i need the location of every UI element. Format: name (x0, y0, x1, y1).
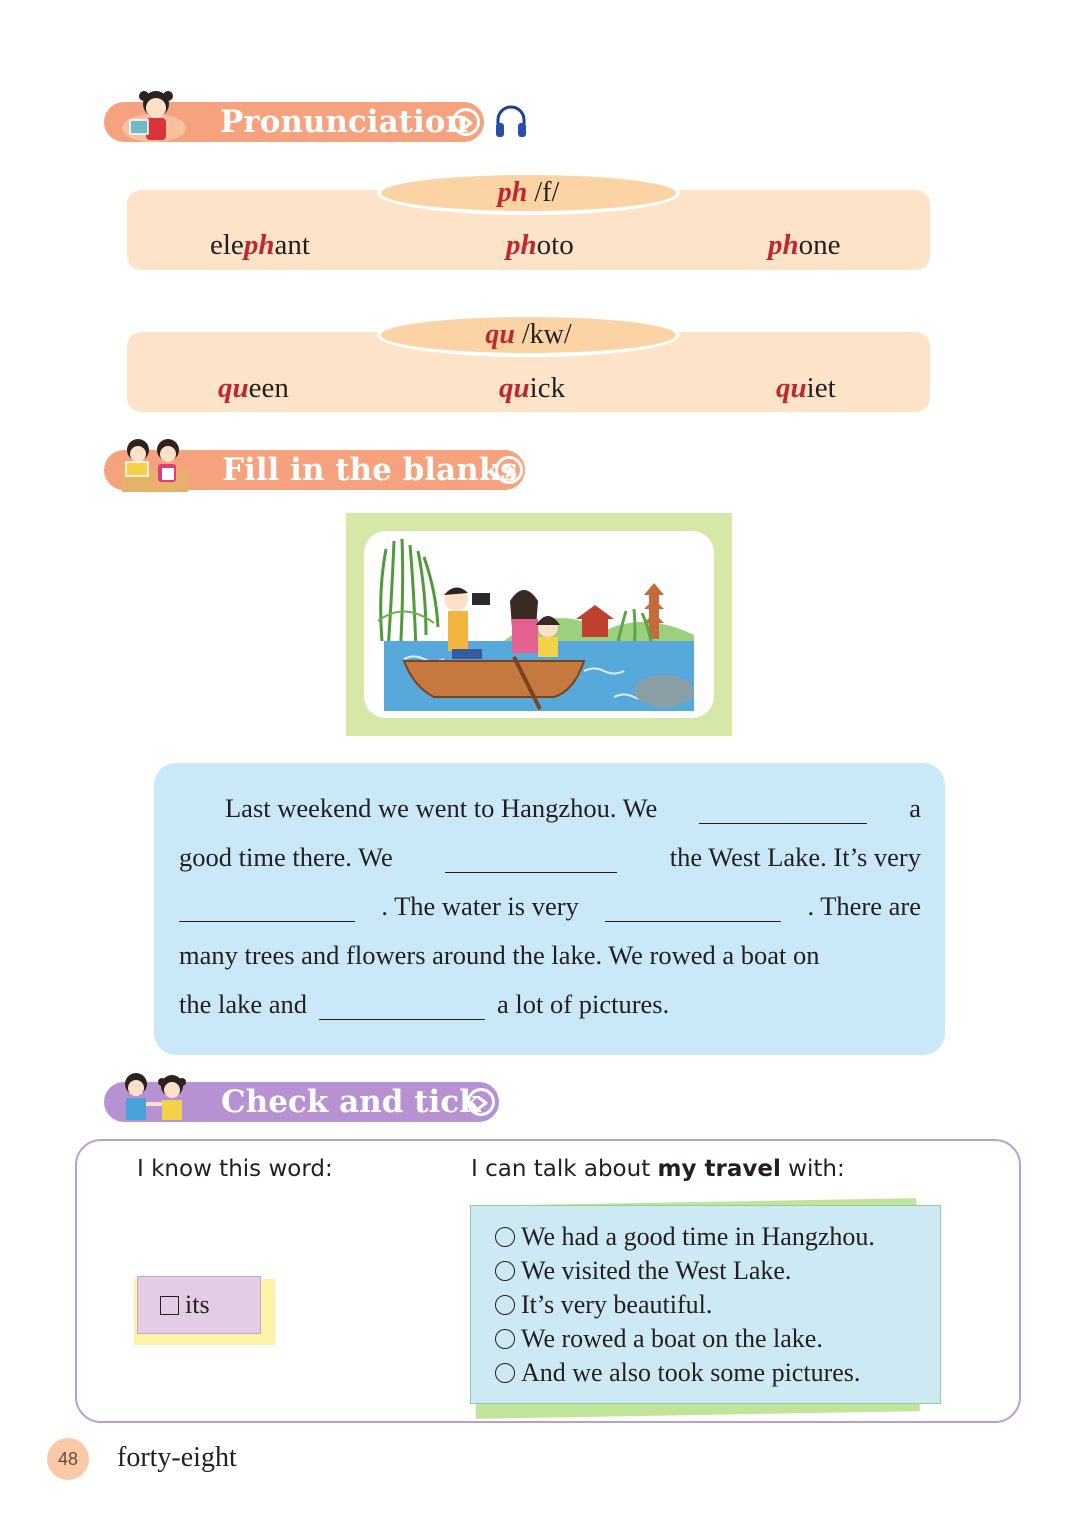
passage-line-3: . The water is very . There are (179, 891, 921, 922)
page-number-badge: 48 (47, 1438, 89, 1480)
check-tick-arrow-button[interactable] (467, 1088, 495, 1116)
girl-reading-icon (118, 84, 198, 150)
radio-2[interactable] (495, 1261, 515, 1281)
radio-5[interactable] (495, 1363, 515, 1383)
blank-4[interactable] (605, 899, 781, 922)
two-kids-reading-icon (118, 434, 192, 494)
sentence-option-5[interactable]: And we also took some pictures. (495, 1358, 860, 1388)
passage-line-2: good time there. We the West Lake. It’s very (179, 842, 921, 872)
passage-line-5: the lake and a lot of pictures. (179, 989, 670, 1019)
know-word-label: I know this word: (137, 1156, 333, 1182)
ph-sound-label: ph /f/ (377, 171, 680, 215)
talk-about-label: I can talk about my travel with: (471, 1156, 845, 1182)
word-photo: photo (506, 229, 574, 261)
check-tick-title: Check and tick (221, 1084, 481, 1120)
blank-3[interactable] (179, 899, 355, 922)
word-its-option[interactable]: its (160, 1290, 210, 1320)
blank-1[interactable] (699, 801, 867, 824)
qu-sound-label: qu /kw/ (377, 313, 680, 357)
radio-4[interactable] (495, 1329, 515, 1349)
passage-line-4: many trees and flowers around the lake. We rowed a boat on (179, 940, 820, 970)
word-elephant: elephant (210, 229, 310, 261)
word-quick: quick (499, 372, 566, 404)
word-checkbox[interactable] (160, 1296, 179, 1315)
fill-blanks-arrow-button[interactable] (495, 456, 523, 484)
blank-2[interactable] (445, 850, 617, 873)
pronunciation-title: Pronunciation (220, 104, 468, 140)
sentence-option-4[interactable]: We rowed a boat on the lake. (495, 1324, 823, 1354)
boat-on-lake-picture (364, 531, 714, 718)
page-number-word: forty-eight (117, 1442, 237, 1473)
sentence-option-2[interactable]: We visited the West Lake. (495, 1256, 791, 1286)
illustration-frame (346, 513, 732, 736)
radio-3[interactable] (495, 1295, 515, 1315)
blank-5[interactable] (319, 997, 485, 1020)
passage-line-1: Last weekend we went to Hangzhou. We a (225, 793, 921, 823)
sentence-option-3[interactable]: It’s very beautiful. (495, 1290, 712, 1320)
word-queen: queen (218, 372, 289, 404)
radio-1[interactable] (495, 1227, 515, 1247)
word-phone: phone (768, 229, 841, 261)
sentence-option-1[interactable]: We had a good time in Hangzhou. (495, 1222, 875, 1252)
fill-blanks-title: Fill in the blanks (222, 452, 518, 488)
pronunciation-arrow-button[interactable] (452, 108, 480, 136)
arrow-right-icon (503, 463, 517, 479)
word-quiet: quiet (776, 372, 836, 404)
headphones-icon[interactable] (493, 104, 529, 140)
kids-waving-icon (110, 1070, 200, 1126)
arrow-right-icon (475, 1095, 489, 1111)
arrow-right-icon (460, 115, 474, 131)
